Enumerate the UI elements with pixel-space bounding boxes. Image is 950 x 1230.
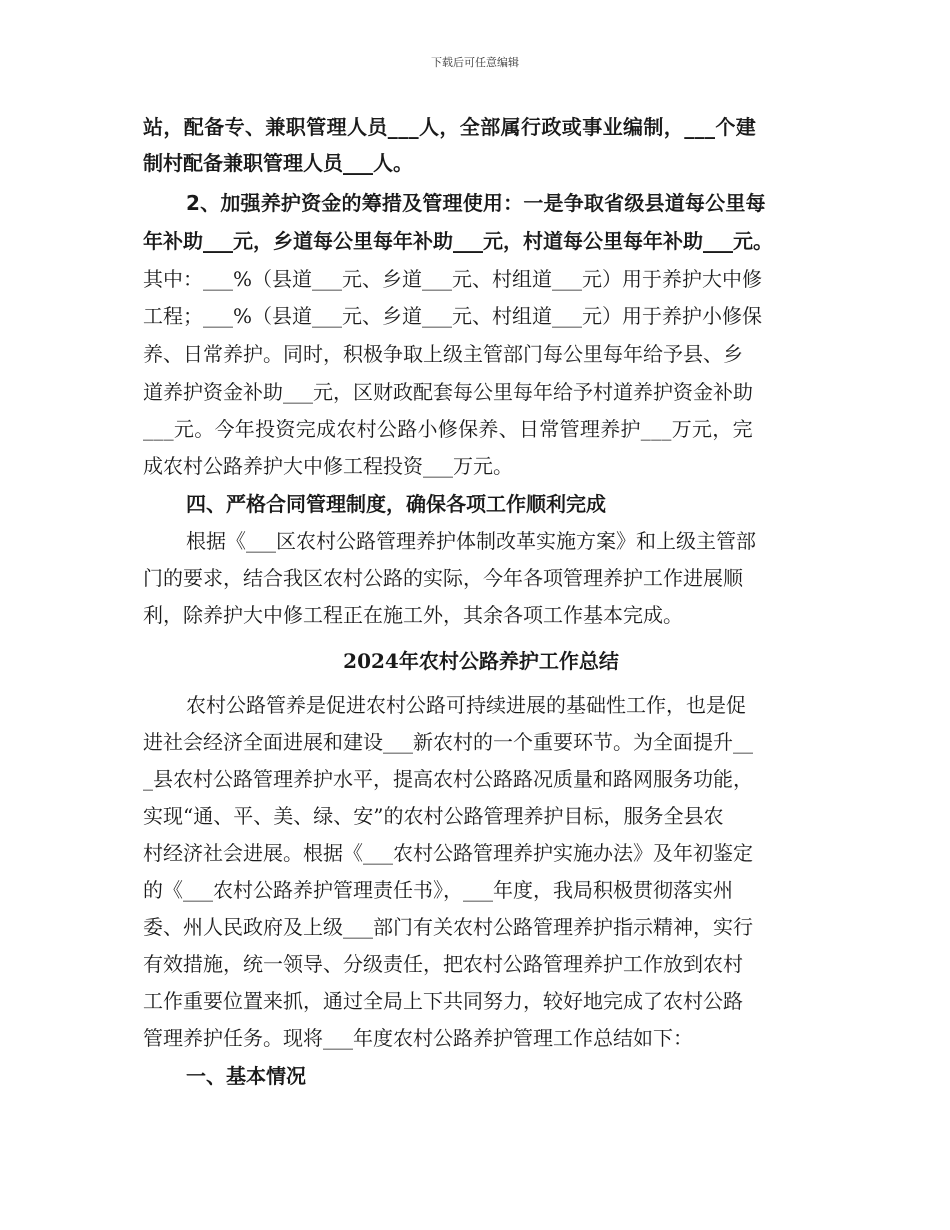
text-line: 农村公路管养是促进农村公路可持续进展的基础性工作，也是促 bbox=[186, 693, 746, 717]
text-line: 养、日常养护。同时，积极争取上级主管部门每公里每年给予县、乡 bbox=[143, 342, 743, 366]
text-line: 工程；___%（县道___元、乡道___元、村组道___元）用于养护小修保 bbox=[143, 304, 763, 328]
heading-line: 一、基本情况 bbox=[186, 1064, 306, 1088]
text-line: 成农村公路养护大中修工程投资___万元。 bbox=[143, 454, 513, 478]
text-line: 道养护资金补助___元，区财政配套每公里每年给予村道养护资金补助 bbox=[143, 380, 753, 404]
text-line: 利，除养护大中修工程正在施工外，其余各项工作基本完成。 bbox=[143, 603, 683, 627]
text-line: 委、州人民政府及上级___部门有关农村公路管理养护指示精神，实行 bbox=[143, 915, 753, 939]
text-line: 的《___农村公路养护管理责任书》，___年度，我局积极贯彻落实州 bbox=[143, 878, 733, 902]
text-line: 进社会经济全面进展和建设___新农村的一个重要环节。为全面提升__ bbox=[143, 730, 753, 754]
text-line: _县农村公路管理养护水平，提高农村公路路况质量和路网服务功能， bbox=[143, 767, 753, 791]
heading-line: 2、加强养护资金的筹措及管理使用：一是争取省级县道每公里每 bbox=[186, 191, 766, 215]
text-line: 管理养护任务。现将___年度农村公路养护管理工作总结如下： bbox=[143, 1026, 693, 1050]
text-line: 实现“通、平、美、绿、安”的农村公路管理养护目标，服务全县农 bbox=[143, 804, 724, 828]
text-line: 有效措施，统一领导、分级责任，把农村公路管理养护工作放到农村 bbox=[143, 952, 743, 976]
heading-line: 四、严格合同管理制度，确保各项工作顺利完成 bbox=[186, 492, 606, 516]
heading-line: 制村配备兼职管理人员___人。 bbox=[143, 151, 413, 175]
text-line: 门的要求，结合我区农村公路的实际，今年各项管理养护工作进展顺 bbox=[143, 566, 743, 590]
page-header: 下载后可任意编辑 bbox=[431, 56, 519, 69]
text-line: ___元。今年投资完成农村公路小修保养、日常管理养护___万元，完 bbox=[143, 417, 753, 441]
text-line: 工作重要位置来抓，通过全局上下共同努力，较好地完成了农村公路 bbox=[143, 989, 743, 1013]
text-line: 村经济社会进展。根据《___农村公路管理养护实施办法》及年初鉴定 bbox=[143, 841, 753, 865]
section-title: 2024年农村公路养护工作总结 bbox=[343, 649, 619, 673]
heading-line: 站，配备专、兼职管理人员___人，全部属行政或事业编制，___个建 bbox=[143, 115, 757, 139]
text-line: 其中：___%（县道___元、乡道___元、村组道___元）用于养护大中修 bbox=[143, 267, 763, 291]
heading-line: 年补助___元，乡道每公里每年补助___元，村道每公里每年补助___元。 bbox=[143, 229, 773, 253]
text-line: 根据《___区农村公路管理养护体制改革实施方案》和上级主管部 bbox=[186, 529, 756, 553]
